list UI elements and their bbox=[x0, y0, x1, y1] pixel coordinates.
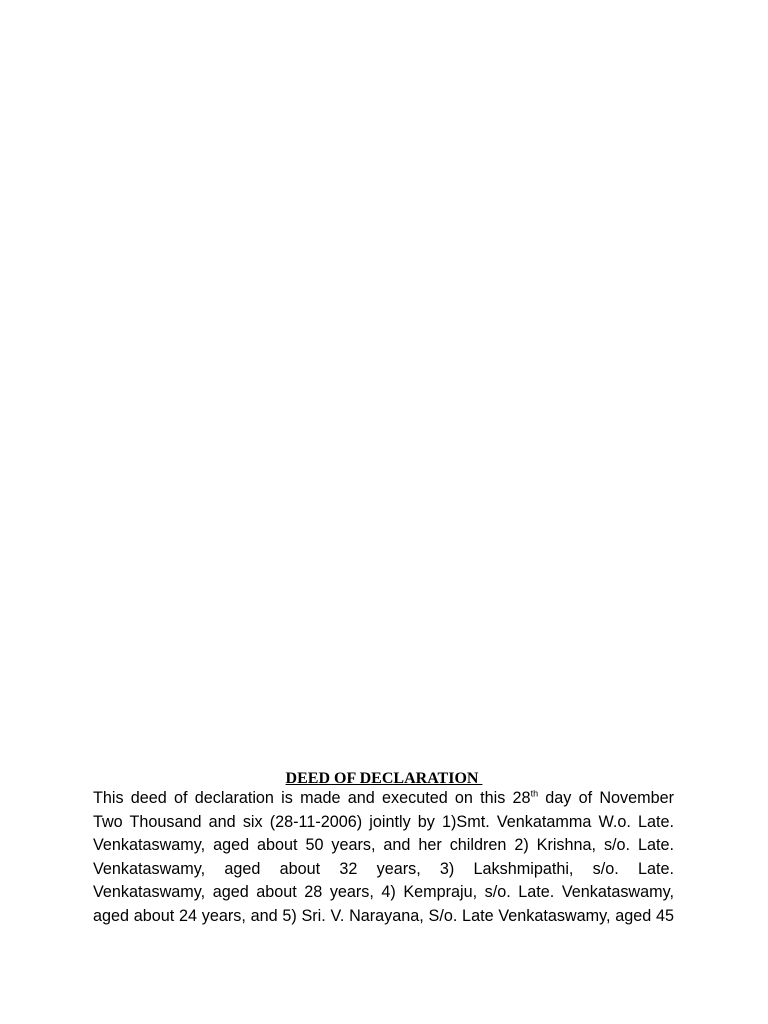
ordinal-suffix: th bbox=[530, 788, 539, 799]
deed-body bbox=[93, 787, 674, 929]
body-line-1-tail: day of November bbox=[538, 789, 675, 807]
body-line-2: Two Thousand and six (28-11-2006) jointly by 1)Smt. Venkatamma W.o. Late. bbox=[93, 812, 674, 831]
body-line-1-text: This deed of declaration is made and executed on this 28 bbox=[93, 789, 531, 807]
deed-title: DEED OF DECLARATION bbox=[285, 770, 483, 787]
body-line-5: Venkataswamy, aged about 28 years, 4) Kempraju, s/o. Late. Venkataswamy, bbox=[93, 883, 674, 902]
body-line-3: Venkataswamy, aged about 50 years, and her children 2) Krishna, s/o. Late. bbox=[93, 836, 674, 855]
body-line-6: aged about 24 years, and 5) Sri. V. Narayana, S/o. Late Venkataswamy, aged 45 bbox=[93, 906, 674, 925]
body-line-4: Venkataswamy, aged about 32 years, 3) Lakshmipathi, s/o. Late. bbox=[93, 859, 674, 878]
body-line-1 bbox=[93, 787, 674, 811]
